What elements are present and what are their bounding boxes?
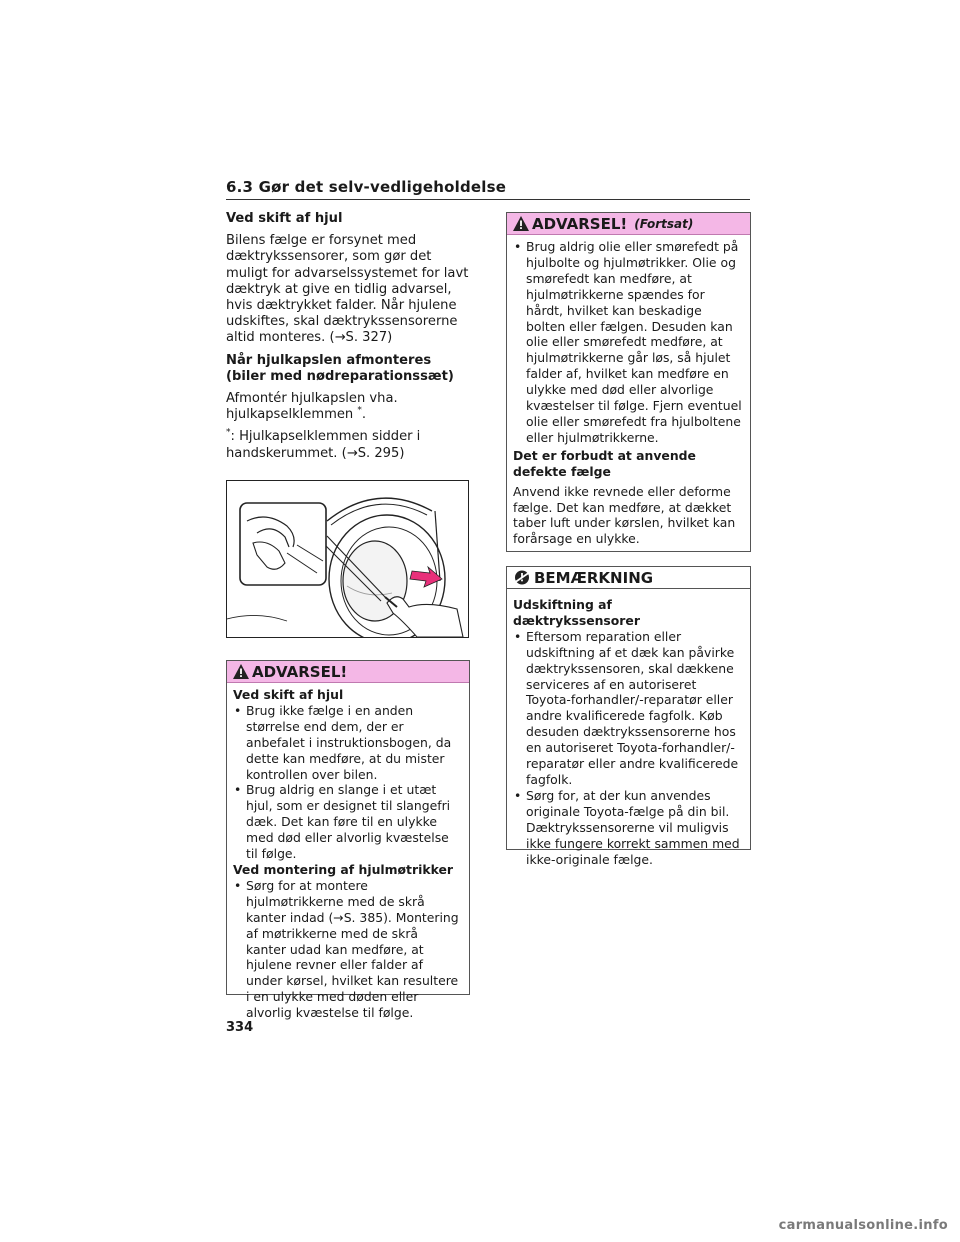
left-column <box>226 211 469 468</box>
footnote-marker: * <box>357 405 362 416</box>
section-title: 6.3 Gør det selv-vedligeholdelse <box>226 178 750 200</box>
page-number: 334 <box>226 1020 254 1035</box>
hubcap-removal-illustration <box>226 480 469 638</box>
warning-box-1 <box>226 660 470 1021</box>
warning-sub-2: Ved montering af hjulmøtrikker <box>233 861 453 877</box>
paragraph-hubcap-text: Afmontér hjulkapslen vha. hjulkapselklemmen <box>226 391 398 423</box>
notice-header <box>507 567 750 589</box>
watermark: carmanualsonline.info <box>778 1218 948 1233</box>
warning-title-1: ADVARSEL! <box>252 662 348 681</box>
heading-hubcap: Når hjulkapslen afmonteres (biler med nødreparationssæt) <box>226 352 454 384</box>
paragraph-hubcap <box>226 391 469 423</box>
warning-box-2 <box>506 212 751 552</box>
warning-paragraph: Anvend ikke revnede eller deforme fælge. Det kan medføre, at dækket taber luft under kørslen, hvilket kan forårsage en ulykke. <box>513 483 736 547</box>
footnote-text: : Hjulkapselklemmen sidder i handskerummet. (→S. 295) <box>226 429 421 461</box>
warning-header-1 <box>227 661 469 683</box>
notice-body <box>507 589 750 873</box>
list-item: • Sørg for at montere hjulmøtrikkerne med de skrå kanter indad (→S. 385). Montering af møtrikkerne med de skrå kanter udad kan medføre, at hjulene revner eller falder af under kørsel, hvilket kan resultere i en ulykke med døden eller alvorlig kvæstelse til følge. <box>233 878 461 1021</box>
warning-list-1 <box>233 703 461 862</box>
hubcap-illustration-graphic <box>227 481 468 637</box>
warning-list-3 <box>513 239 742 446</box>
list-item: • Brug aldrig olie eller smørefedt på hjulbolte og hjulmøtrikker. Olie og smørefedt kan medføre, at hjulmøtrikkerne spændes for hårdt, hvilket kan beskadige bolten eller fælgen. Desuden kan olie eller smørefedt medføre, at hjulmøtrikkerne går løs, så hjulet falder af, hvilket kan medføre en ulykke med død eller alvorlige kvæstelser til følge. Fjern eventuel olie eller smørefedt fra hjulboltene eller hjulmøtrikkerne. <box>513 239 742 446</box>
warning-body-1 <box>227 683 469 1027</box>
warning-triangle-icon <box>233 664 249 679</box>
paragraph-hubcap-end: . <box>361 407 367 423</box>
paragraph-tpms: Bilens fælge er forsynet med dæktrykssensorer, som gør det muligt for advarselssystemet for lavt dæktryk at give en tidlig advarsel, hvis dæktrykket falder. Når hjulene udskiftes, skal dæktrykssensorerne altid monteres. (→S. 327) <box>226 233 469 346</box>
list-item: • Eftersom reparation eller udskiftning af et dæk kan påvirke dæktrykssensoren, skal dækkene serviceres af en autoriseret Toyota-forhandler/-reparatør eller andre kvalificerede fagfolk. Køb desuden dæktrykssensorerne hos en autoriseret Toyota-forhandler/-reparatør eller andre kvalificerede fagfolk. <box>513 629 742 788</box>
notice-icon <box>513 570 531 585</box>
warning-triangle-icon <box>513 216 529 231</box>
heading-wheel-change: Ved skift af hjul <box>226 211 343 226</box>
notice-box <box>506 566 751 867</box>
continued-label: (Fortsat) <box>634 216 694 231</box>
warning-sub-3: Det er forbudt at anvende defekte fælge <box>513 447 696 479</box>
warning-header-2 <box>507 213 750 235</box>
list-item: • Brug aldrig en slange i et utæt hjul, som er designet til slangefri dæk. Det kan føre til en ulykke med død eller alvorlig kvæstelse til følge. <box>233 782 461 862</box>
notice-sub: Udskiftning af dæktrykssensorer <box>513 597 640 628</box>
footnote-marker-2: * <box>226 428 231 439</box>
notice-list <box>513 629 742 868</box>
warning-sub-1: Ved skift af hjul <box>233 687 344 702</box>
warning-list-2 <box>233 878 461 1021</box>
list-item: • Sørg for, at der kun anvendes originale Toyota-fælge på din bil. Dæktrykssensorerne vil muligvis ikke fungere korrekt sammen med ikke-originale fælge. <box>513 788 742 868</box>
list-item: • Brug ikke fælge i en anden størrelse end dem, der er anbefalet i instruktionsbogen, da dette kan medføre, at du mister kontrollen over bilen. <box>233 703 461 783</box>
warning-body-2 <box>507 235 750 553</box>
footnote <box>226 429 469 461</box>
notice-title: BEMÆRKNING <box>534 568 654 587</box>
warning-title-2: ADVARSEL! <box>532 214 628 233</box>
